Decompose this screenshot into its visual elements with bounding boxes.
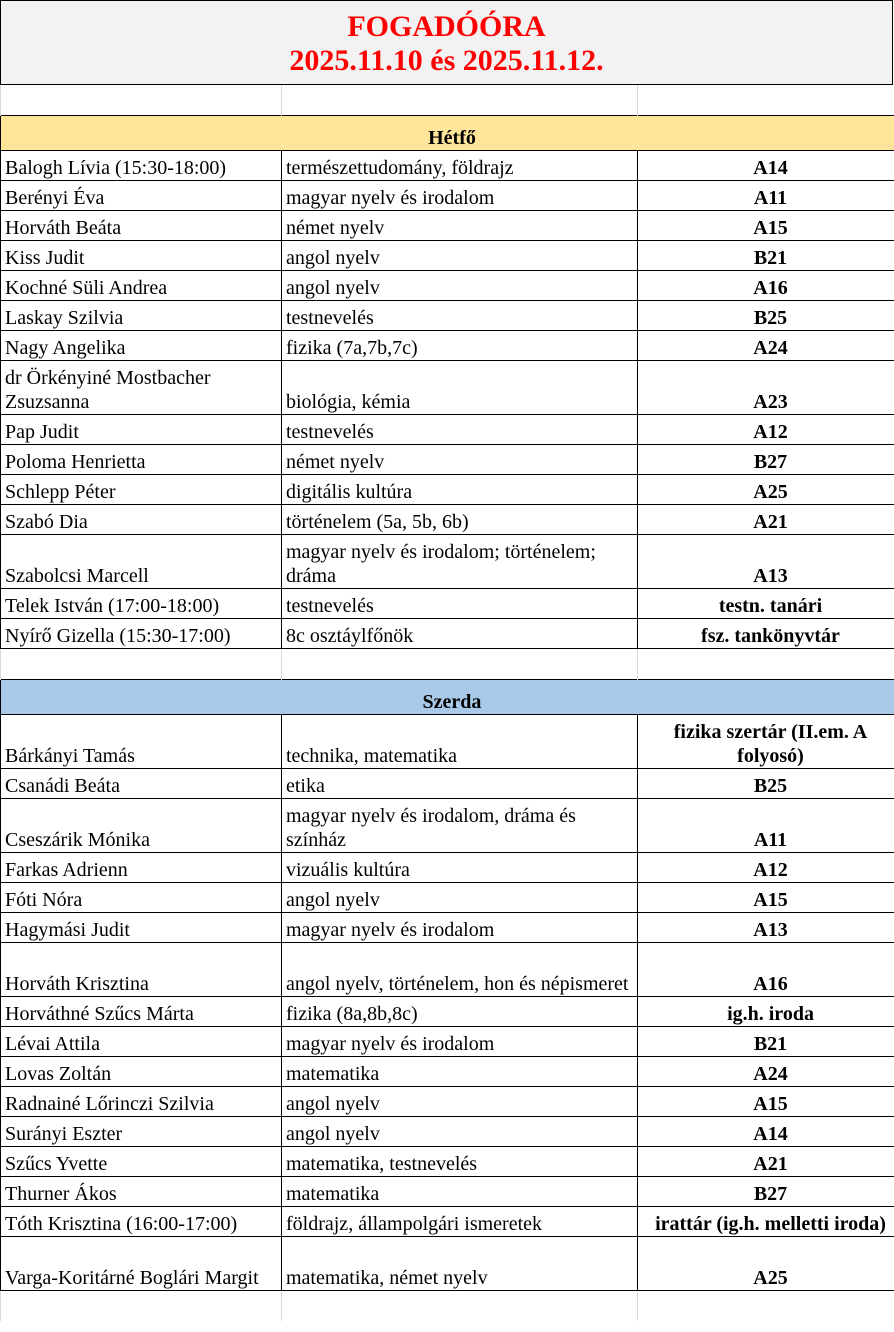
teacher-name-cell: Horváthné Szűcs Márta: [1, 997, 282, 1027]
room-cell: A14: [638, 1117, 894, 1147]
subject-cell: vizuális kultúra: [282, 853, 638, 883]
office-hours-table: [0, 85, 894, 1321]
subject-cell: testnevelés: [282, 415, 638, 445]
table-row: [1, 301, 894, 331]
subject-cell: földrajz, állampolgári ismeretek: [282, 1207, 638, 1237]
subject-cell: német nyelv: [282, 211, 638, 241]
table-row: [1, 151, 894, 181]
room-cell: fizika szertár (II.em. A folyosó): [638, 715, 894, 769]
teacher-name-cell: Schlepp Péter: [1, 475, 282, 505]
teacher-name-cell: Telek István (17:00-18:00): [1, 589, 282, 619]
room-cell: B25: [638, 301, 894, 331]
room-cell: A24: [638, 1057, 894, 1087]
room-cell: A25: [638, 1237, 894, 1291]
table-row: [1, 1177, 894, 1207]
teacher-name-cell: Szabolcsi Marcell: [1, 535, 282, 589]
teacher-name-cell: Balogh Lívia (15:30-18:00): [1, 151, 282, 181]
room-cell: A14: [638, 151, 894, 181]
table-row: [1, 475, 894, 505]
table-row: [1, 1117, 894, 1147]
teacher-name-cell: Hagymási Judit: [1, 913, 282, 943]
teacher-name-cell: Poloma Henrietta: [1, 445, 282, 475]
room-cell: A25: [638, 475, 894, 505]
subject-cell: német nyelv: [282, 445, 638, 475]
room-cell: A24: [638, 331, 894, 361]
subject-cell: magyar nyelv és irodalom: [282, 1027, 638, 1057]
subject-cell: testnevelés: [282, 589, 638, 619]
teacher-name-cell: Horváth Beáta: [1, 211, 282, 241]
room-cell: A16: [638, 943, 894, 997]
teacher-name-cell: Farkas Adrienn: [1, 853, 282, 883]
room-cell: A15: [638, 211, 894, 241]
teacher-name-cell: Radnainé Lőrinczi Szilvia: [1, 1087, 282, 1117]
room-cell: A13: [638, 913, 894, 943]
table-row: [1, 1207, 894, 1237]
subject-cell: matematika: [282, 1057, 638, 1087]
teacher-name-cell: Thurner Ákos: [1, 1177, 282, 1207]
room-cell: B21: [638, 241, 894, 271]
room-cell: A11: [638, 181, 894, 211]
room-cell: testn. tanári: [638, 589, 894, 619]
table-row: [1, 769, 894, 799]
table-row: [1, 715, 894, 769]
table-row: [1, 1027, 894, 1057]
room-cell: fsz. tankönyvtár: [638, 619, 894, 649]
teacher-name-cell: Kochné Süli Andrea: [1, 271, 282, 301]
teacher-name-cell: Tóth Krisztina (16:00-17:00): [1, 1207, 282, 1237]
spacer-row: [1, 85, 894, 116]
subject-cell: angol nyelv: [282, 1117, 638, 1147]
table-row: [1, 211, 894, 241]
room-cell: A15: [638, 1087, 894, 1117]
subject-cell: angol nyelv: [282, 1087, 638, 1117]
room-cell: A23: [638, 361, 894, 415]
teacher-name-cell: Fóti Nóra: [1, 883, 282, 913]
table-row: [1, 181, 894, 211]
teacher-name-cell: Laskay Szilvia: [1, 301, 282, 331]
subject-cell: fizika (7a,7b,7c): [282, 331, 638, 361]
spacer-row: [1, 1291, 894, 1322]
monday-header-row: [1, 116, 894, 151]
table-row: [1, 589, 894, 619]
room-cell: A21: [638, 505, 894, 535]
table-row: [1, 853, 894, 883]
table-row: [1, 943, 894, 997]
subject-cell: magyar nyelv és irodalom, dráma és színház: [282, 799, 638, 853]
table-row: [1, 997, 894, 1027]
table-row: [1, 799, 894, 853]
room-cell: A15: [638, 883, 894, 913]
teacher-name-cell: Pap Judit: [1, 415, 282, 445]
subject-cell: történelem (5a, 5b, 6b): [282, 505, 638, 535]
subject-cell: matematika, testnevelés: [282, 1147, 638, 1177]
table-row: [1, 271, 894, 301]
teacher-name-cell: Surányi Eszter: [1, 1117, 282, 1147]
teacher-name-cell: Nagy Angelika: [1, 331, 282, 361]
table-row: [1, 361, 894, 415]
subject-cell: 8c osztáylfőnök: [282, 619, 638, 649]
wednesday-header: Szerda: [1, 680, 894, 715]
teacher-name-cell: Szabó Dia: [1, 505, 282, 535]
table-row: [1, 241, 894, 271]
table-row: [1, 913, 894, 943]
monday-rows: [1, 151, 894, 649]
table-row: [1, 445, 894, 475]
subject-cell: fizika (8a,8b,8c): [282, 997, 638, 1027]
wednesday-header-row: [1, 680, 894, 715]
subject-cell: biológia, kémia: [282, 361, 638, 415]
table-row: [1, 535, 894, 589]
subject-cell: magyar nyelv és irodalom: [282, 913, 638, 943]
room-cell: ig.h. iroda: [638, 997, 894, 1027]
table-row: [1, 415, 894, 445]
subject-cell: természettudomány, földrajz: [282, 151, 638, 181]
teacher-name-cell: Cseszárik Mónika: [1, 799, 282, 853]
table-row: [1, 1057, 894, 1087]
teacher-name-cell: Nyírő Gizella (15:30-17:00): [1, 619, 282, 649]
room-cell: A13: [638, 535, 894, 589]
subject-cell: testnevelés: [282, 301, 638, 331]
subject-cell: angol nyelv: [282, 241, 638, 271]
subject-cell: magyar nyelv és irodalom: [282, 181, 638, 211]
table-row: [1, 883, 894, 913]
monday-header: Hétfő: [1, 116, 894, 151]
subject-cell: etika: [282, 769, 638, 799]
table-row: [1, 1087, 894, 1117]
wednesday-rows: [1, 715, 894, 1291]
table-row: [1, 619, 894, 649]
subject-cell: angol nyelv: [282, 883, 638, 913]
room-cell: A11: [638, 799, 894, 853]
room-cell: irattár (ig.h. melletti iroda): [638, 1207, 894, 1237]
teacher-name-cell: Horváth Krisztina: [1, 943, 282, 997]
table-row: [1, 1147, 894, 1177]
table-row: [1, 1237, 894, 1291]
subject-cell: matematika: [282, 1177, 638, 1207]
teacher-name-cell: Varga-Koritárné Boglári Margit: [1, 1237, 282, 1291]
subject-cell: angol nyelv: [282, 271, 638, 301]
teacher-name-cell: Berényi Éva: [1, 181, 282, 211]
page-title: FOGADÓÓRA: [347, 10, 546, 43]
room-cell: B27: [638, 445, 894, 475]
teacher-name-cell: Szűcs Yvette: [1, 1147, 282, 1177]
subject-cell: matematika, német nyelv: [282, 1237, 638, 1291]
room-cell: B21: [638, 1027, 894, 1057]
teacher-name-cell: Lovas Zoltán: [1, 1057, 282, 1087]
teacher-name-cell: Csanádi Beáta: [1, 769, 282, 799]
page-subtitle-dates: 2025.11.10 és 2025.11.12.: [289, 44, 604, 77]
title-box: [0, 0, 893, 85]
subject-cell: magyar nyelv és irodalom; történelem; dráma: [282, 535, 638, 589]
room-cell: A16: [638, 271, 894, 301]
teacher-name-cell: Bárkányi Tamás: [1, 715, 282, 769]
subject-cell: digitális kultúra: [282, 475, 638, 505]
table-row: [1, 331, 894, 361]
room-cell: B25: [638, 769, 894, 799]
room-cell: B27: [638, 1177, 894, 1207]
room-cell: A12: [638, 853, 894, 883]
teacher-name-cell: Lévai Attila: [1, 1027, 282, 1057]
table-row: [1, 505, 894, 535]
room-cell: A12: [638, 415, 894, 445]
teacher-name-cell: Kiss Judit: [1, 241, 282, 271]
room-cell: A21: [638, 1147, 894, 1177]
subject-cell: technika, matematika: [282, 715, 638, 769]
spacer-row: [1, 649, 894, 680]
subject-cell: angol nyelv, történelem, hon és népismeret: [282, 943, 638, 997]
teacher-name-cell: dr Örkényiné Mostbacher Zsuzsanna: [1, 361, 282, 415]
